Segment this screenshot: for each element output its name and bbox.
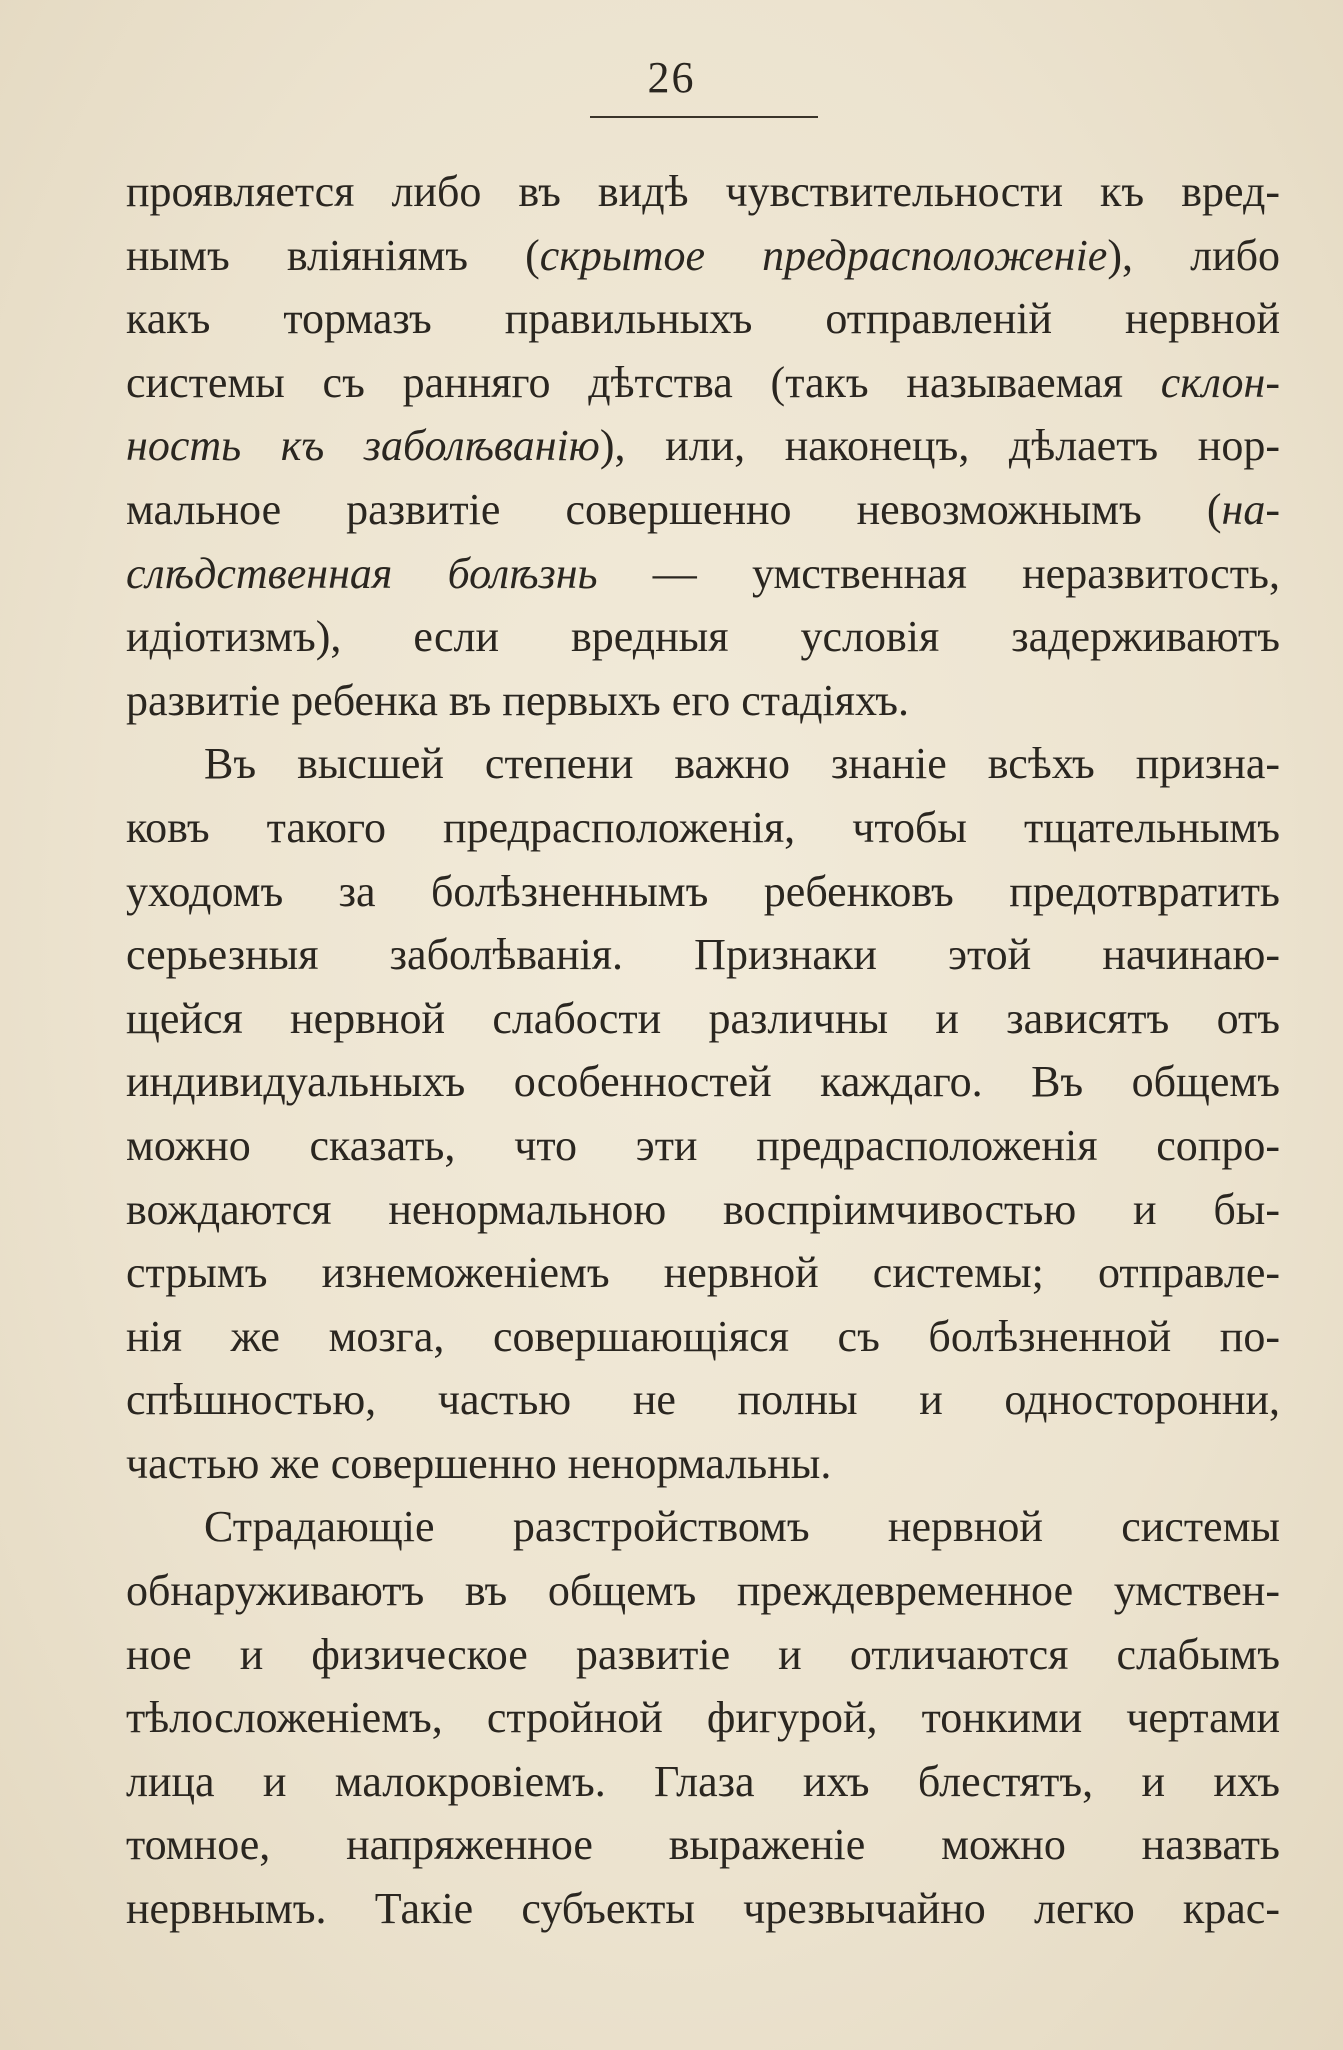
text-segment: серьезныя заболѣванія. Признаки этой начинаю- (126, 930, 1280, 980)
text-segment: стрымъ изнеможеніемъ нервной системы; отправле- (126, 1248, 1280, 1298)
text-segment: нымъ вліяніямъ ( (126, 230, 540, 280)
text-line (126, 1305, 1280, 1369)
text-segment: вождаются ненормальною воспріимчивостью и бы- (126, 1184, 1280, 1234)
text-line (126, 732, 1280, 796)
text-line (126, 287, 1280, 351)
text-line (126, 669, 1280, 733)
text-segment: проявляется либо въ видѣ чувствительности къ вред- (126, 167, 1280, 216)
text-segment: щейся нервной слабости различны и зависятъ отъ (126, 993, 1280, 1043)
text-segment: Страдающіе разстройствомъ нервной системы (204, 1502, 1280, 1552)
text-line (126, 1241, 1280, 1305)
text-segment: обнаруживаютъ въ общемъ преждевременное умствен- (126, 1566, 1280, 1616)
text-line (126, 1750, 1280, 1814)
text-line (126, 1050, 1280, 1114)
text-line (126, 1495, 1280, 1559)
page-number-rule (590, 116, 818, 118)
text-segment: нія же мозга, совершающіяся съ болѣзненной по- (126, 1311, 1280, 1361)
italic-text-segment: ность къ заболѣванію (126, 421, 600, 471)
text-line (126, 1623, 1280, 1687)
text-line (126, 1559, 1280, 1623)
text-line (126, 160, 1280, 224)
text-segment: — умственная неразвитость, (597, 548, 1280, 598)
text-segment: частью же совершенно ненормальны. (126, 1438, 832, 1488)
text-line (126, 1114, 1280, 1178)
text-segment: Въ высшей степени важно знаніе всѣхъ призна- (204, 739, 1280, 789)
text-line (126, 224, 1280, 288)
italic-text-segment: на- (1221, 484, 1280, 534)
body-text (126, 160, 1280, 1941)
text-segment: развитіе ребенка въ первыхъ его стадіяхъ. (126, 675, 910, 725)
text-line (126, 1686, 1280, 1750)
italic-text-segment: слѣдственная болѣзнь (126, 548, 598, 598)
page-number: 26 (647, 53, 696, 102)
text-segment: индивидуальныхъ особенностей каждаго. Въ общемъ (126, 1057, 1280, 1107)
text-line (126, 987, 1280, 1051)
text-segment: спѣшностью, частью не полны и односторонни, (126, 1375, 1280, 1425)
text-line (126, 605, 1280, 669)
text-segment: идіотизмъ), если вредныя условія задерживаютъ (126, 612, 1280, 662)
text-segment: ), либо (1107, 230, 1280, 280)
text-line (126, 1368, 1280, 1432)
text-segment: тѣлосложеніемъ, стройной фигурой, тонкими чертами (126, 1693, 1280, 1743)
text-line (126, 542, 1280, 606)
italic-text-segment: склон- (1160, 357, 1280, 407)
text-segment: лица и малокровіемъ. Глаза ихъ блестятъ, и ихъ (126, 1756, 1280, 1806)
text-line (126, 860, 1280, 924)
text-segment: томное, напряженное выраженіе можно назвать (126, 1820, 1280, 1870)
text-line (126, 1432, 1280, 1496)
text-line (126, 1178, 1280, 1242)
text-line (126, 1877, 1280, 1941)
italic-text-segment: скрытое предрасположеніе (539, 230, 1108, 280)
text-line (126, 414, 1280, 478)
text-segment: какъ тормазъ правильныхъ отправленій нервной (126, 294, 1280, 344)
text-line (126, 1813, 1280, 1877)
text-line (126, 478, 1280, 542)
text-segment: системы съ ранняго дѣтства (такъ называемая (126, 357, 1161, 407)
text-segment: можно сказать, что эти предрасположенія сопро- (126, 1120, 1280, 1170)
text-segment: уходомъ за болѣзненнымъ ребенковъ предотвратить (126, 866, 1280, 916)
text-segment: нервнымъ. Такіе субъекты чрезвычайно легко крас- (126, 1884, 1280, 1934)
text-line (126, 796, 1280, 860)
text-segment: ), или, наконецъ, дѣлаетъ нор- (599, 421, 1280, 471)
text-segment: ковъ такого предрасположенія, чтобы тщательнымъ (126, 802, 1280, 852)
text-line (126, 351, 1280, 415)
text-segment: ное и физическое развитіе и отличаются слабымъ (126, 1629, 1280, 1679)
text-line (126, 923, 1280, 987)
text-segment: мальное развитіе совершенно невозможнымъ ( (126, 484, 1222, 534)
